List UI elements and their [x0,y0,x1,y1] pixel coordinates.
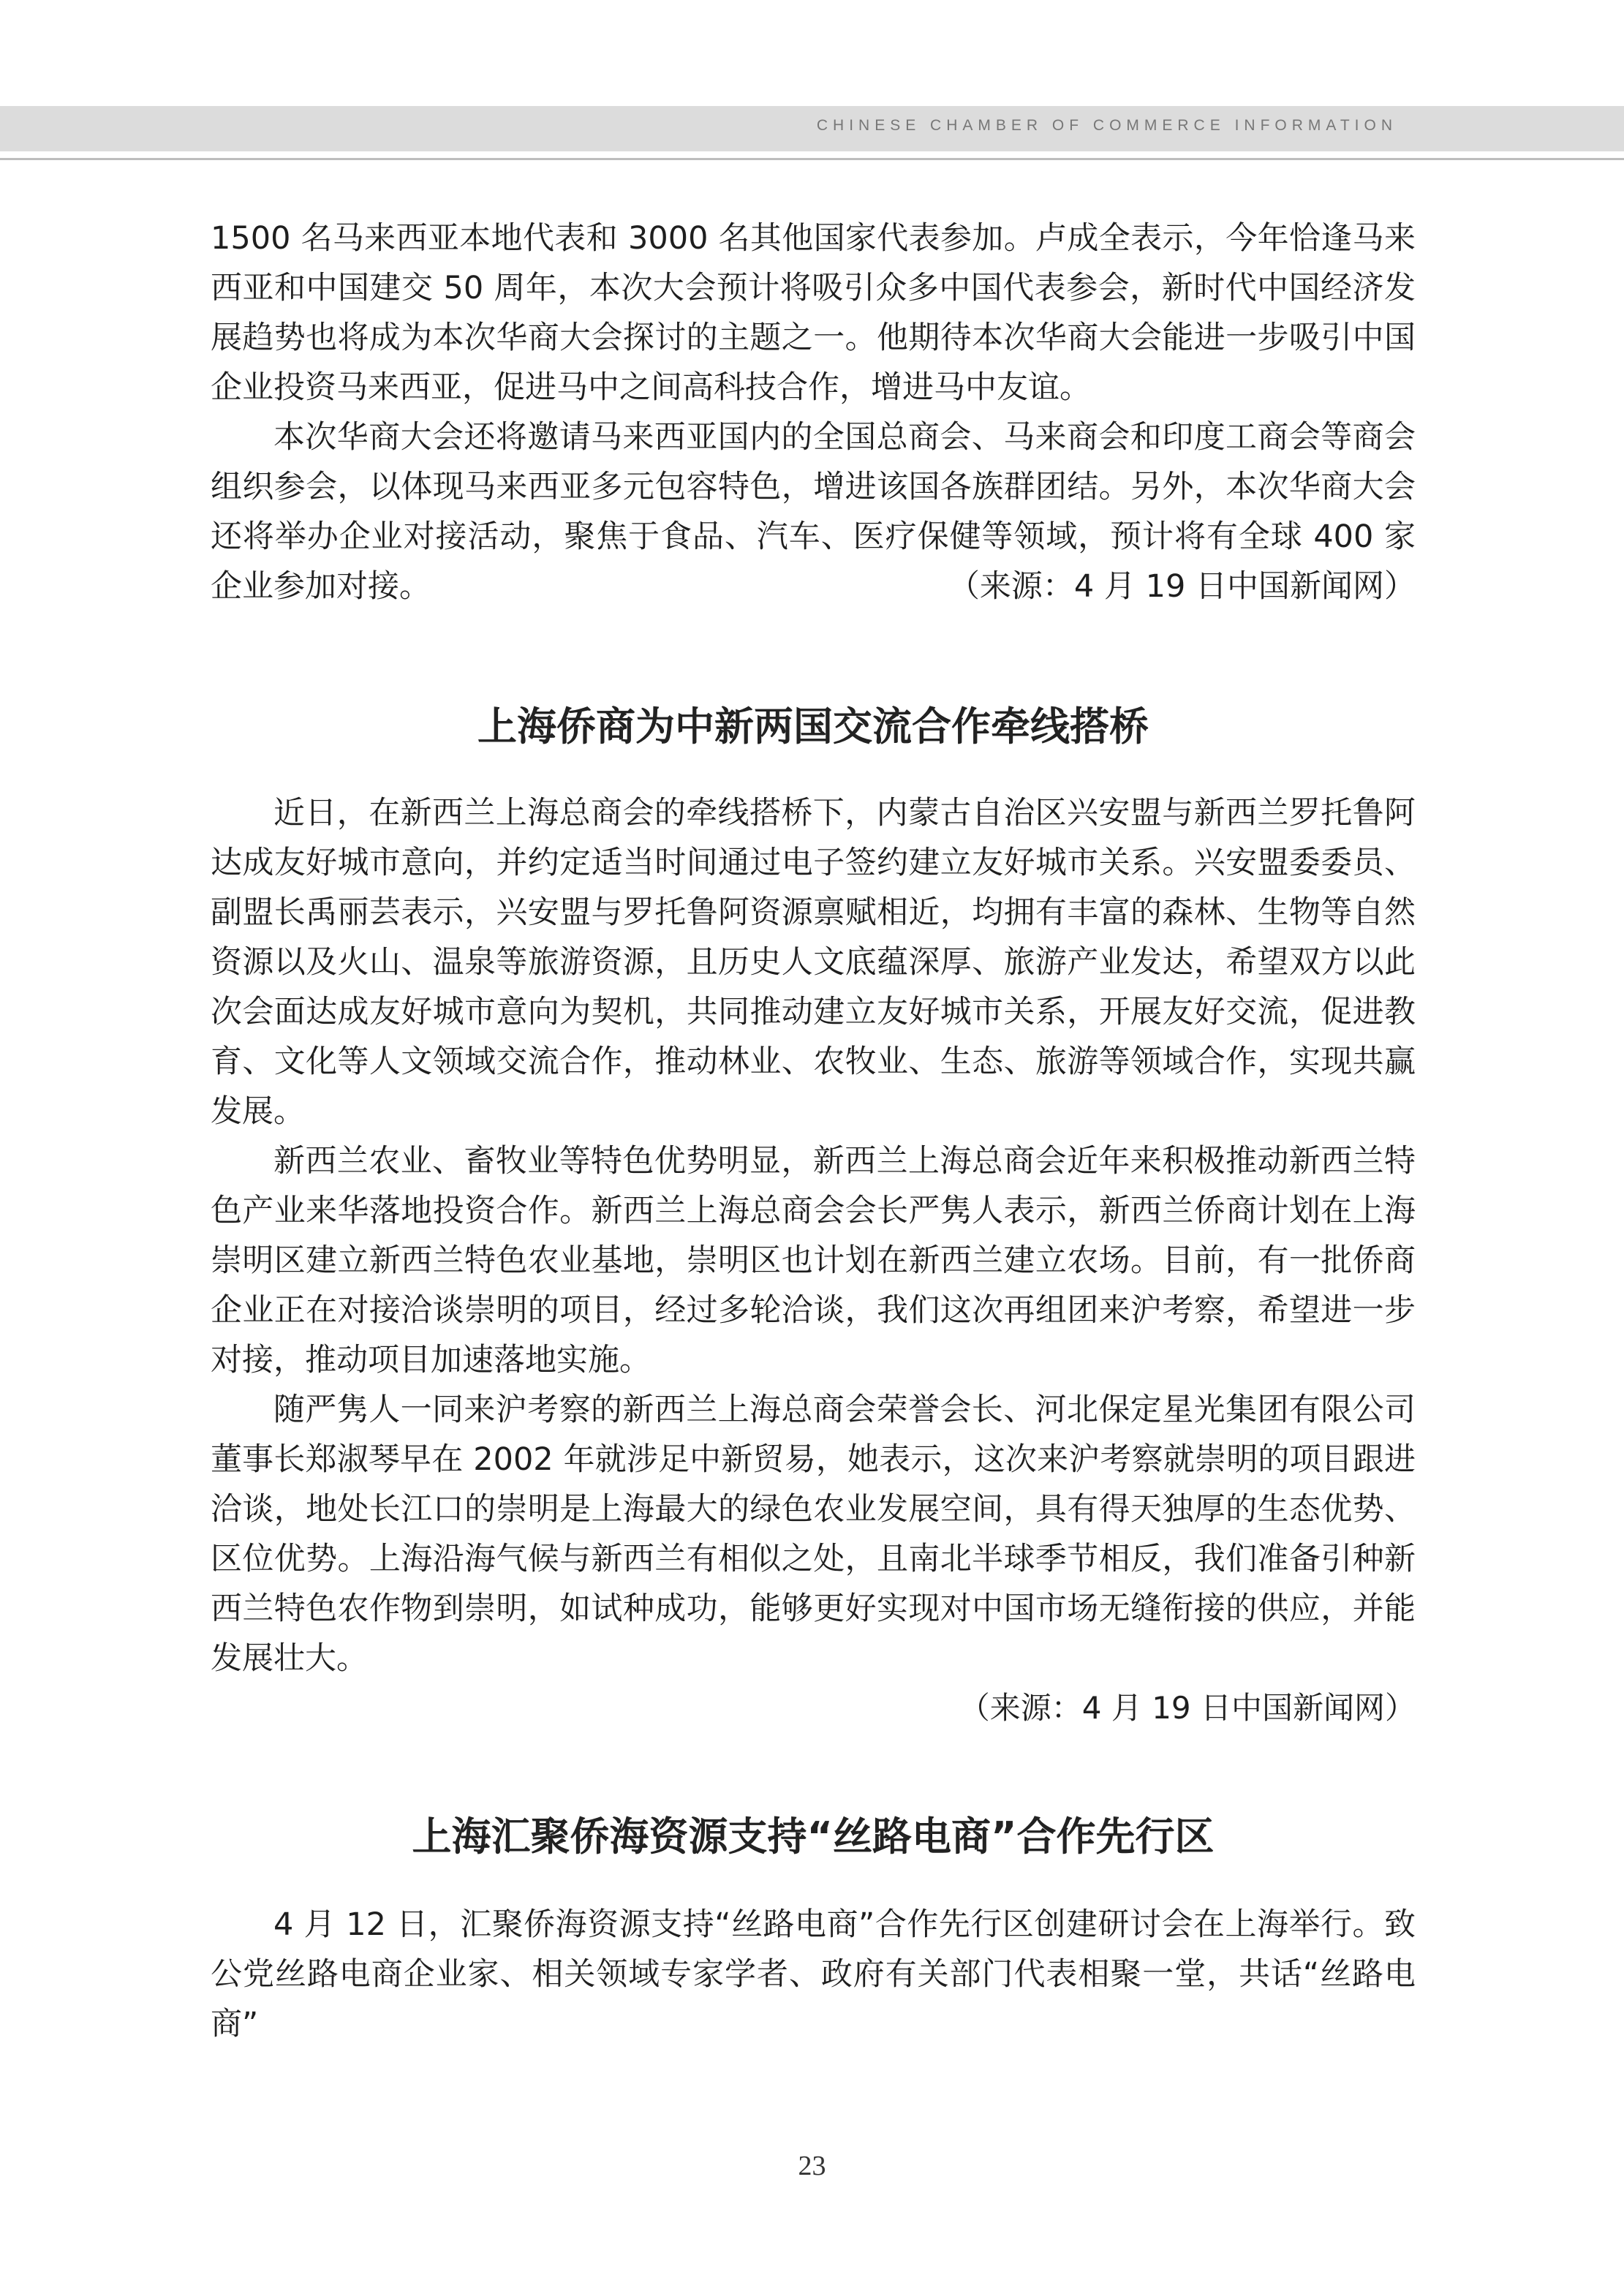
article1-paragraph: 1500 名马来西亚本地代表和 3000 名其他国家代表参加。卢成全表示，今年恰逢马来西亚和中国建交 50 周年，本次大会预计将吸引众多中国代表参会，新时代中国经济发展趋势也将成为本次华商大会探讨的主题之一。他期待本次华商大会能进一步吸引中国企业投资马来西亚，促进马中之间高科技合作，增进马中友谊。 [211,220,1416,406]
article2-source: （来源：4 月 19 日中国新闻网） [959,1690,1416,1726]
header-label: CHINESE CHAMBER OF COMMERCE INFORMATION [816,117,1397,134]
article1-source: （来源：4 月 19 日中国新闻网） [948,568,1416,605]
article3-title: 上海汇聚侨海资源支持“丝路电商”合作先行区 [412,1814,1215,1860]
article3-paragraph: 4 月 12 日，汇聚侨海资源支持“丝路电商”合作先行区创建研讨会在上海举行。致公党丝路电商企业家、相关领域专家学者、政府有关部门代表相聚一堂，共话“丝路电商” [211,1906,1416,2042]
article2-paragraph: 新西兰农业、畜牧业等特色优势明显，新西兰上海总商会近年来积极推动新西兰特色产业来华落地投资合作。新西兰上海总商会会长严隽人表示，新西兰侨商计划在上海崇明区建立新西兰特色农业基地，崇明区也计划在新西兰建立农场。目前，有一批侨商企业正在对接洽谈崇明的项目，经过多轮洽谈，我们这次再组团来沪考察，希望进一步对接，推动项目加速落地实施。 [211,1143,1416,1378]
article1-paragraph-text: 本次华商大会还将邀请马来西亚国内的全国总商会、马来商会和印度工商会等商会组织参会，以体现马来西亚多元包容特色，增进该国各族群团结。另外，本次华商大会还将举办企业对接活动，聚焦于食品、汽车、医疗保健等领域，预计将有全球 400 家企业参加对接。 [211,419,1416,605]
article1-paragraph [211,412,1416,611]
header-rule [0,158,1624,160]
article-content [211,214,1416,2049]
article2-paragraph: 随严隽人一同来沪考察的新西兰上海总商会荣誉会长、河北保定星光集团有限公司董事长郑淑琴早在 2002 年就涉足中新贸易，她表示，这次来沪考察就崇明的项目跟进洽谈，地处长江口的崇明是上海最大的绿色农业发展空间，具有得天独厚的生态优势、区位优势。上海沿海气候与新西兰有相似之处，且南北半球季节相反，我们准备引种新西兰特色农作物到崇明，如试种成功，能够更好实现对中国市场无缝衔接的供应，并能发展壮大。 [211,1392,1416,1677]
article2-title: 上海侨商为中新两国交流合作牵线搭桥 [477,703,1149,750]
article2-paragraph: 近日，在新西兰上海总商会的牵线搭桥下，内蒙古自治区兴安盟与新西兰罗托鲁阿达成友好城市意向，并约定适当时间通过电子签约建立友好城市关系。兴安盟委委员、副盟长禹丽芸表示，兴安盟与罗托鲁阿资源禀赋相近，均拥有丰富的森林、生物等自然资源以及火山、温泉等旅游资源，且历史人文底蕴深厚、旅游产业发达，希望双方以此次会面达成友好城市意向为契机，共同推动建立友好城市关系，开展友好交流，促进教育、文化等人文领域交流合作，推动林业、农牧业、生态、旅游等领域合作，实现共赢发展。 [211,795,1416,1130]
page-number: 23 [798,2151,826,2181]
